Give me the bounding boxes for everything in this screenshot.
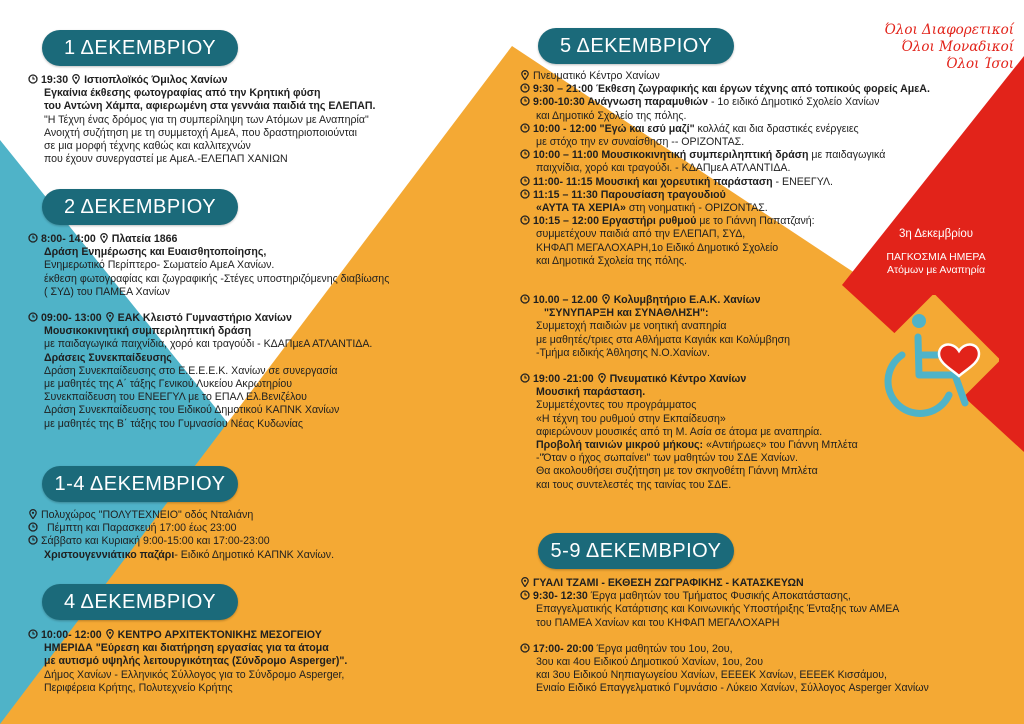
event-text-bold: Προβολή ταινιών μικρού μήκους: <box>536 439 704 452</box>
slogan-line: Όλοι Διαφορετικοί <box>884 22 1014 38</box>
event-line <box>28 509 334 522</box>
location-pin-icon <box>520 577 530 587</box>
event-line <box>520 202 930 215</box>
event-time: 10:00- 12:00 <box>41 629 102 641</box>
location-pin-icon <box>105 312 115 322</box>
event-time: 10.00 – 12.00 <box>533 294 598 307</box>
location-pin-icon <box>105 629 115 639</box>
clock-icon <box>28 522 38 532</box>
event-line <box>520 373 930 386</box>
header-dec1-4: 1-4 ΔΕΚΕΜΒΡΙΟΥ <box>42 466 238 502</box>
event-venue: Ιστιοπλοϊκός Όμιλος Χανίων <box>84 74 228 86</box>
event-time: 11:15 – 11:30 <box>533 188 598 201</box>
event-line: Περιφέρεια Κρήτης, Πολυτεχνείο Κρήτης <box>44 681 233 694</box>
clock-icon <box>520 215 530 225</box>
event-text: Έργα μαθητών του Τμήματος Φυσικής Αποκατάστασης, <box>587 590 851 603</box>
section-dec5-9 <box>520 577 929 696</box>
event-line <box>520 149 930 162</box>
clock-icon <box>520 189 530 199</box>
location-pin-icon <box>597 373 607 383</box>
world-day-line2: Ατόμων με Αναπηρία <box>886 264 986 276</box>
event-text: Έργα μαθητών του 1ου, 2ου, <box>593 642 733 655</box>
event-text-bold: Εργαστήρι ρυθμού <box>598 215 697 228</box>
event-venue: ΕΑΚ Κλειστό Γυμναστήριο Χανίων <box>117 312 292 325</box>
header-dec5-9: 5-9 ΔΕΚΕΜΒΡΙΟΥ <box>538 533 734 569</box>
event-text-bold: Ανάγνωση παραμυθιών <box>584 96 708 109</box>
event-line: "ΣΥΝΥΠΑΡΞΗ και ΣΥΝΑΘΛΗΣΗ": <box>544 307 709 320</box>
clock-icon <box>28 535 38 545</box>
clock-icon <box>28 629 38 639</box>
event-line: -Τμήμα ειδικής Άθλησης Ν.Ο.Χανίων. <box>536 346 710 359</box>
event-line: Δήμος Χανίων - Ελληνικός Σύλλογος για το Σύνδρομο Asperger, <box>44 668 345 681</box>
event-line: αφιερώνουν μουσικές από τη Μ. Ασία σε άτομα με αναπηρία. <box>536 425 823 438</box>
event-text-bold: Παρουσίαση τραγουδιού <box>597 188 726 201</box>
event-line <box>520 215 930 228</box>
event-line: και Δημοτικά Σχολεία της πόλης. <box>536 254 687 267</box>
slogan <box>884 22 1014 73</box>
event-line <box>520 643 929 656</box>
location-pin-icon <box>601 294 611 304</box>
event-line <box>520 189 930 202</box>
event-time: 10:00 – 11:00 <box>533 149 599 162</box>
event-line: και τους συντελεστές της ταινίας του ΣΔΕ. <box>536 478 732 491</box>
event-line: και Δημοτικό Σχολείο της πόλης. <box>536 109 687 122</box>
event-time: 19:30 <box>41 74 69 86</box>
clock-icon <box>520 176 530 186</box>
section-dec1 <box>28 74 375 166</box>
event-text: Σάββατο και Κυριακή 9:00-15:00 και 17:00-23:00 <box>41 535 270 548</box>
event-line <box>520 96 930 109</box>
event-line <box>28 312 389 325</box>
header-dec2: 2 ΔΕΚΕΜΒΡΙΟΥ <box>42 189 238 225</box>
event-line: με αυτισμό υψηλής λειτουργικότητας (Σύνδρομο Asperger)". <box>44 655 348 668</box>
event-time: 11:00- 11:15 <box>533 175 593 188</box>
event-time: 9:30- 12:30 <box>533 590 588 603</box>
event-text: με το Γιάννη Παπατζανή: <box>696 215 815 228</box>
event-text: - 1ο ειδικό Δημοτικό Σχολείο Χανίων <box>708 96 880 109</box>
event-time: 10:00 - 12:00 <box>533 122 597 135</box>
event-line: Δράση Ενημέρωσης και Ευαισθητοποίησης, <box>44 246 267 259</box>
event-line: ΗΜΕΡΙΔΑ "Εύρεση και διατήρηση εργασίας για τα άτομα <box>44 642 329 655</box>
clock-icon <box>520 123 530 133</box>
event-line <box>28 522 334 535</box>
location-pin-icon <box>99 233 109 243</box>
clock-icon <box>28 74 38 84</box>
event-text: «Αντιήρωες» του Γιάννη Μπλέτα <box>703 439 858 452</box>
event-line: 3ου και 4ου Ειδικού Δημοτικού Χανίων, 1ου, 2ου <box>536 656 763 669</box>
event-line <box>520 70 930 83</box>
event-venue: ΓΥΑΛΙ ΤΖΑΜΙ - ΕΚΘΕΣΗ ΖΩΓΡΑΦΙΚΗΣ - ΚΑΤΑΣΚΕΥΩΝ <box>533 577 804 589</box>
event-text-bold: Μουσικοκινητική συμπεριληπτική δράση <box>598 149 809 162</box>
event-line: Συνεκπαίδευση του ΕΝΕΕΓΥΛ με το ΕΠΑΛ Ελ.Βενιζέλου <box>44 391 307 404</box>
clock-icon <box>520 96 530 106</box>
location-pin-icon <box>520 70 530 80</box>
world-day-date: 3η Δεκεμβρίου <box>898 228 974 240</box>
event-line: παιχνίδια, χορό και τραγούδι. - ΚΔΑΠμεΑ ΑΤΛΑΝΤΙΔΑ. <box>536 162 791 175</box>
event-line <box>520 439 930 452</box>
event-line: του Αντώνη Χάμπα, αφιερωμένη στα γεννάια παιδιά της ΕΛΕΠΑΠ. <box>44 100 376 113</box>
clock-icon <box>520 590 530 600</box>
event-time: 10:15 – 12:00 <box>533 215 599 228</box>
event-line: που έχουν συνεργαστεί με ΑμεΑ.-ΕΛΕΠΑΠ ΧΑΝΙΩΝ <box>44 153 288 166</box>
event-line: Συμμετοχή παιδιών με νοητική αναπηρία <box>536 320 727 333</box>
event-text-bold: Μουσική και χορευτική παράσταση <box>592 175 773 188</box>
event-line: Μουσικοκινητική συμπεριληπτική δράση <box>44 325 252 338</box>
event-line: Δράση Συνεκπαίδευσης στο Ε.Ε.Ε.Ε.Κ. Χανίων σε συνεργασία <box>44 364 338 377</box>
section-dec2 <box>28 233 389 431</box>
event-line: Θα ακολουθήσει συζήτηση με τον σκηνοθέτη Γιάννη Μπλέτα <box>536 465 818 478</box>
event-venue: Πνευματικό Κέντρο Χανίων <box>533 70 660 82</box>
event-line: Συμμετέχοντες του προγράμματος <box>536 399 697 412</box>
event-venue: Πολυχώρος "ΠΟΛΥΤΕΧΝΕΙΟ" οδός Νταλιάνη <box>41 509 254 521</box>
event-text: - ΕΝΕΕΓΥΛ. <box>772 175 834 188</box>
clock-icon <box>520 643 530 653</box>
event-time: 09:00- 13:00 <box>41 312 102 325</box>
world-day-line1: ΠΑΓΚΟΣΜΙΑ ΗΜΕΡΑ <box>886 251 986 263</box>
event-line: σε μια μορφή τέχνης καθώς και καλλιτεχνών <box>44 140 251 153</box>
event-text-bold: «ΑΥΤΑ ΤΑ ΧΕΡΙΑ» <box>536 202 626 215</box>
event-line <box>520 123 930 136</box>
event-line <box>520 577 929 590</box>
event-line: "Η Τέχνη ένας δρόμος για τη συμπερίληψη των Ατόμων με Αναπηρία" <box>44 113 369 126</box>
event-line <box>28 629 347 642</box>
event-line: με μαθητές της Β΄ τάξης του Γυμνασίου Νέας Κυδωνίας <box>44 417 304 430</box>
event-time: 9:30 – 21:00 <box>533 83 594 96</box>
location-pin-icon <box>28 509 38 519</box>
event-line: Δράσεις Συνεκπαίδευσης <box>44 351 172 364</box>
event-line <box>520 176 930 189</box>
event-venue: Κολυμβητήριο Ε.Α.Κ. Χανίων <box>613 294 761 307</box>
event-line: συμμετέχουν παιδιά από την ΕΛΕΠΑΠ, ΣΥΔ, <box>536 228 746 241</box>
event-text: Έκθεση ζωγραφικής και έργων τέχνης από τοπικούς φορείς ΑμεΑ. <box>593 83 930 96</box>
event-line <box>28 535 334 548</box>
event-text: με παιδαγωγικά <box>808 149 886 162</box>
event-time: 9:00-10:30 <box>533 96 585 109</box>
section-dec4 <box>28 629 347 695</box>
event-line: Δράση Συνεκπαίδευσης του Ειδικού Δημοτικού ΚΑΠΝΚ Χανίων <box>44 404 340 417</box>
clock-icon <box>520 149 530 159</box>
location-pin-icon <box>71 74 81 84</box>
event-line <box>28 74 375 87</box>
event-line: -"Όταν ο ήχος σωπαίνει" των μαθητών του ΣΔΕ Χανίων. <box>536 452 798 465</box>
header-dec5: 5 ΔΕΚΕΜΒΡΙΟΥ <box>538 28 734 64</box>
event-time: 19:00 -21:00 <box>533 373 594 386</box>
section-dec5 <box>520 70 930 492</box>
slogan-line: Όλοι Ίσοι <box>946 56 1014 72</box>
clock-icon <box>28 233 38 243</box>
event-venue: ΚΕΝΤΡΟ ΑΡΧΙΤΕΚΤΟΝΙΚΗΣ ΜΕΣΟΓΕΙΟΥ <box>117 629 322 641</box>
event-line: Ενημερωτικό Περίπτερο- Σωματείο ΑμεΑ Χανίων. <box>44 259 275 272</box>
slogan-line: Όλοι Μοναδικοί <box>901 39 1014 55</box>
event-time: 8:00- 14:00 <box>41 233 96 245</box>
event-line <box>520 83 930 96</box>
event-line <box>520 590 929 603</box>
event-line: Επαγγελματικής Κατάρτισης και Κοινωνικής Υποστήριξης Ένταξης των ΑΜΕΑ <box>536 603 900 616</box>
event-text: στη νοηματική - ΟΡΙΖΟΝΤΑΣ. <box>625 202 768 215</box>
event-line <box>520 294 930 307</box>
event-line: Μουσική παράσταση. <box>536 386 646 399</box>
header-dec1: 1 ΔΕΚΕΜΒΡΙΟΥ <box>42 30 238 66</box>
event-line: με μαθητές της Α΄ τάξης Γενικού Λυκείου Ακρωτηρίου <box>44 378 293 391</box>
event-line: έκθεση φωτογραφίας και ζωγραφικής -Στέγες υποστηριζόμενης διαβίωσης <box>44 272 390 285</box>
event-time: 17:00- 20:00 <box>533 642 594 655</box>
event-line <box>28 549 334 562</box>
event-line <box>28 233 389 246</box>
event-line: Εγκαίνια έκθεσης φωτογραφίας από την Κρητική φύση <box>44 87 321 100</box>
event-line: Ενιαίο Ειδικό Επαγγελματικό Γυμνάσιο - Λύκειο Χανίων, Σύλλογος Asperger Χανίων <box>536 682 929 695</box>
event-text: κολλάζ και δια δραστικές ενέργειες <box>694 122 859 135</box>
event-line: με μαθητές/τριες στα Αθλήματα Καγιάκ και Κολύμβηση <box>536 333 791 346</box>
event-line: ( ΣΥΔ) του ΠΑΜΕΑ Χανίων <box>44 285 170 298</box>
clock-icon <box>520 83 530 93</box>
event-line: και 3ου Ειδικού Νηπιαγωγείου Χανίων, ΕΕΕΕΚ Χανίων, ΕΕΕΕΚ Κισσάμου, <box>536 669 887 682</box>
event-line: ΚΗΦΑΠ ΜΕΓΑΛΟΧΑΡΗ,1ο Ειδικό Δημοτικό Σχολείο <box>536 241 779 254</box>
clock-icon <box>520 373 530 383</box>
event-line: Ανοιχτή συζήτηση με τη συμμετοχή ΑμεΑ, που δραστηριοποιούνται <box>44 126 357 139</box>
event-line: με παιδαγωγικά παιχνίδια, χορό και τραγούδι - ΚΔΑΠμεΑ ΑΤΛΑΝΤΙΔΑ. <box>44 338 373 351</box>
event-line: του ΠΑΜΕΑ Χανίων και του ΚΗΦΑΠ ΜΕΓΑΛΟΧΑΡΗ <box>536 616 780 629</box>
section-dec1-4 <box>28 509 334 562</box>
event-venue: Πλατεία 1866 <box>111 233 178 245</box>
event-line: «Η τέχνη του ρυθμού στην Εκπαίδευση» <box>536 412 726 425</box>
event-text: - Ειδικό Δημοτικό ΚΑΠΝΚ Χανίων. <box>174 548 335 561</box>
clock-icon <box>520 294 530 304</box>
event-text-bold: Χριστουγεννιάτικο παζάρι <box>44 548 175 561</box>
clock-icon <box>28 312 38 322</box>
event-text: Πέμπτη και Παρασκευή 17:00 έως 23:00 <box>47 522 237 535</box>
event-line: με στόχο την εν συναίσθηση -- ΟΡΙΖΟΝΤΑΣ. <box>536 136 745 149</box>
header-dec4: 4 ΔΕΚΕΜΒΡΙΟΥ <box>42 584 238 620</box>
event-text-bold: "Εγώ και εσύ μαζί" <box>596 122 695 135</box>
event-venue: Πνευματικό Κέντρο Χανίων <box>609 373 747 386</box>
